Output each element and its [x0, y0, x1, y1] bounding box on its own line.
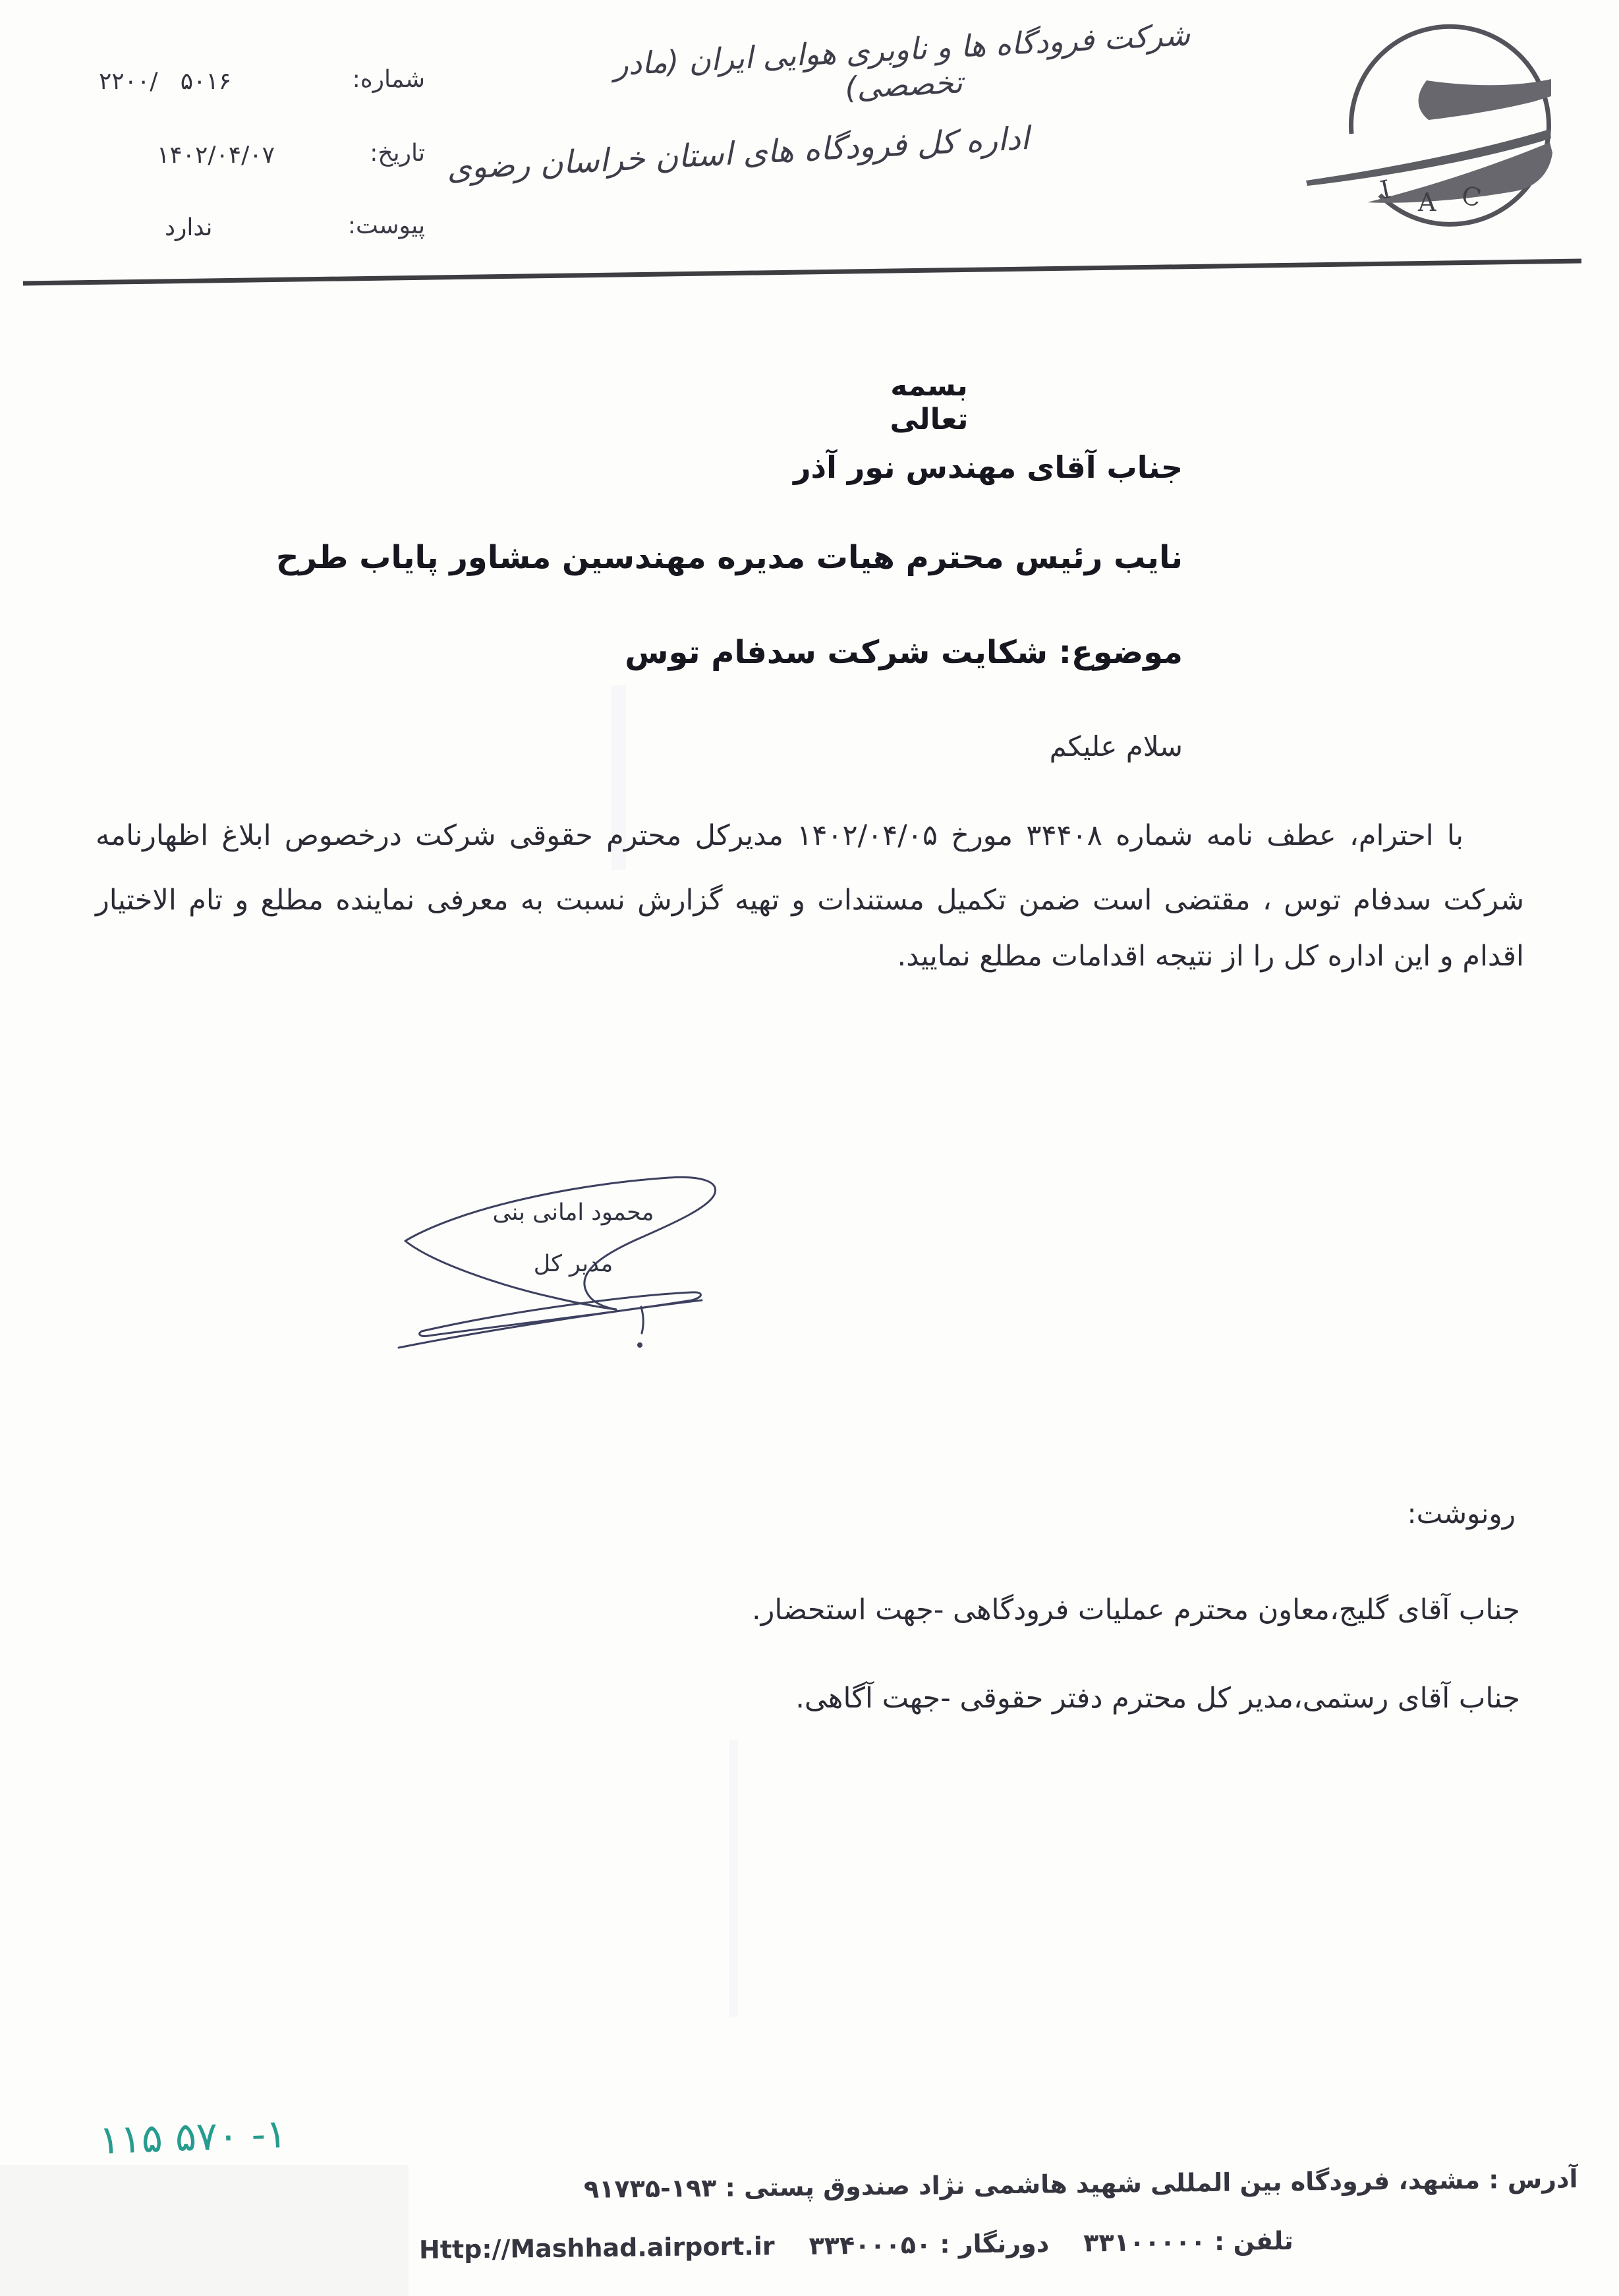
scan-streak	[729, 1740, 738, 2017]
logo-wing-upper	[1419, 79, 1551, 120]
footer-website-url: Http://Mashhad.airport.ir	[418, 2231, 775, 2264]
attachment-value: ندارد	[165, 214, 213, 241]
footer-fax-number: ۳۳۴۰۰۰۵۰	[809, 2229, 932, 2260]
signature-alef-tick	[641, 1307, 643, 1333]
footer-address-text: آدرس : مشهد، فرودگاه بین المللی شهید هاشمی نژاد صندوق پستی :	[716, 2164, 1579, 2202]
signature-stroke-top	[405, 1177, 716, 1309]
attachment-label: پیوست:	[347, 212, 425, 239]
signature-dot	[637, 1342, 642, 1348]
logo-letter-i: I	[1377, 174, 1394, 205]
handwritten-registry-number: ۱۱۵ ۵۷۰ -۱	[98, 2111, 288, 2164]
subject-line: موضوع: شکایت شرکت سدفام توس	[625, 634, 1183, 671]
scan-shade	[0, 2165, 409, 2296]
cc-heading: رونوشت:	[1407, 1497, 1516, 1530]
footer-phone-number: ۳۳۱۰۰۰۰۰	[1083, 2227, 1207, 2258]
footer-fax-label: دورنگار :	[940, 2228, 1050, 2259]
body-line-1: با احترام، عطف نامه شماره ۳۴۴۰۸ مورخ ۱۴۰۲/۰۴/۰۵ مدیرکل محترم حقوقی شرکت درخصوص ابلاغ اظهارنامه	[96, 819, 1464, 852]
separator-line	[23, 261, 1581, 283]
logo-letter-a: A	[1418, 188, 1436, 217]
date-label: تاریخ:	[370, 140, 425, 167]
footer-contact-line	[419, 2226, 1293, 2264]
ref-number-value: ۲۲۰۰/ ۵۰۱۶	[99, 68, 232, 95]
date-value: ۱۴۰۲/۰۴/۰۷	[157, 142, 275, 169]
iac-logo	[1278, 13, 1562, 241]
signature-flourish	[359, 1143, 768, 1354]
footer-phone-label: تلفن :	[1214, 2226, 1294, 2256]
footer-fax	[809, 2229, 1050, 2260]
signatory-name: محمود امانی بنی	[492, 1199, 654, 1226]
body-line-3: اقدام و این اداره کل را از نتیجه اقدامات مطلع نمایید.	[897, 940, 1524, 973]
org-name-line1: شرکت فرودگاه ها و ناوبری هوایی ایران (مادر تخصصی)	[612, 16, 1191, 106]
header-separator	[0, 252, 1619, 298]
org-name-line2: اداره کل فرودگاه های استان خراسان رضوی	[445, 119, 1031, 188]
greeting: سلام علیکم	[1049, 730, 1183, 762]
ref-number-label: شماره:	[352, 66, 425, 93]
cc-item-1: جناب آقای گلیج،معاون محترم عملیات فرودگاهی -جهت استحضار.	[752, 1593, 1520, 1626]
footer-phone	[1083, 2226, 1293, 2257]
body-line-2: شرکت سدفام توس ، مقتضی است ضمن تکمیل مستندات و تهیه گزارش نسبت به معرفی نماینده مطلع و تام الاختیار	[96, 884, 1524, 917]
recipient-name: جناب آقای مهندس نور آذر	[793, 449, 1183, 485]
signatory-title: مدیر کل	[533, 1251, 613, 1277]
footer-address-line	[584, 2164, 1578, 2204]
footer-postal-code: ۹۱۷۳۵-۱۹۳	[584, 2173, 718, 2204]
recipient-title: نایب رئیس محترم هیات مدیره مهندسین مشاور پایاب طرح	[275, 539, 1183, 576]
cc-item-2: جناب آقای رستمی،مدیر کل محترم دفتر حقوقی -جهت آگاهی.	[795, 1682, 1520, 1715]
logo-letter-c: C	[1459, 180, 1484, 213]
bismillah: بسمه تعالی	[890, 369, 969, 436]
